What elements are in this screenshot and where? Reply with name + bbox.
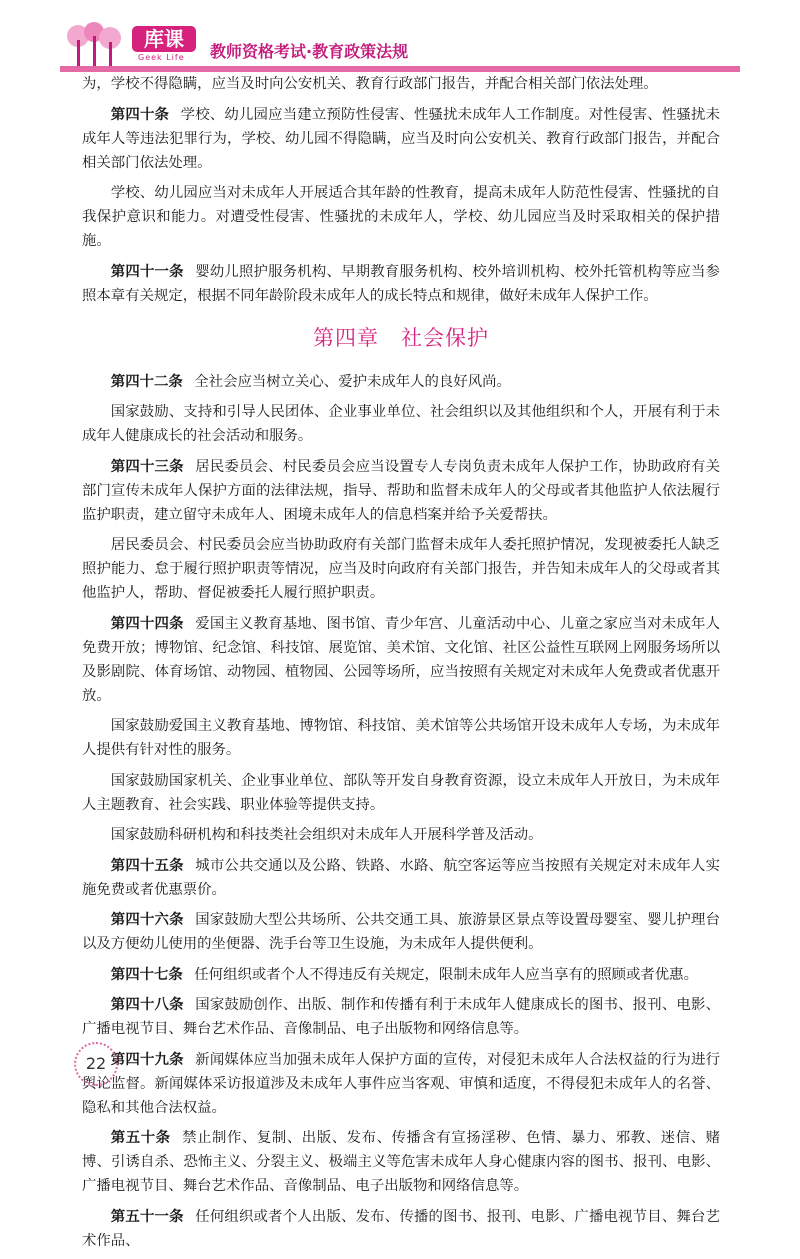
- article-text: 城市公共交通以及公路、铁路、水路、航空客运等应当按照有关规定对未成年人实施免费或者优惠票价。: [82, 857, 720, 898]
- logo-subtitle: Geek Life: [138, 53, 185, 62]
- article-51: [82, 1205, 720, 1253]
- tree-logo-icon: [60, 22, 130, 72]
- article-number: 第四十六条: [110, 912, 184, 928]
- article-number: 第四十四条: [110, 615, 184, 632]
- article-text: 国家鼓励大型公共场所、公共交通工具、旅游景区景点等设置母婴室、婴儿护理台以及方便幼儿使用的坐便器、洗手台等卫生设施，为未成年人提供便利。: [82, 912, 720, 952]
- logo-badge: 库课: [132, 26, 196, 52]
- article-45: [82, 854, 720, 902]
- article-number: 第四十一条: [110, 263, 184, 280]
- article-text: 全社会应当树立关心、爱护未成年人的良好风尚。: [194, 373, 511, 390]
- article-number: 第四十九条: [110, 1051, 184, 1068]
- article-text: 爱国主义教育基地、图书馆、青少年宫、儿童活动中心、儿童之家应当对未成年人免费开放；博物馆、纪念馆、科技馆、展览馆、美术馆、文化馆、社区公益性互联网上网服务场所以及影剧院、体育场馆、动物园、植物园、公园等场所，应当按照有关规定对未成年人免费或者优惠开放。: [82, 615, 720, 704]
- article-number: 第四十二条: [110, 373, 183, 390]
- article-text: 新闻媒体应当加强未成年人保护方面的宣传，对侵犯未成年人合法权益的行为进行舆论监督。新闻媒体采访报道涉及未成年人事件应当客观、审慎和适度，不得侵犯未成年人的名誉、隐私和其他合法权益。: [82, 1051, 720, 1116]
- article-text: 学校、幼儿园应当建立预防性侵害、性骚扰未成年人工作制度。对性侵害、性骚扰未成年人等违法犯罪行为，学校、幼儿园不得隐瞒，应当及时向公安机关、教育行政部门报告，并配合相关部门依法处理。: [82, 106, 720, 171]
- article-40: [82, 103, 720, 175]
- article-number: 第四十八条: [110, 997, 184, 1013]
- chapter-title: 第四章 社会保护: [313, 325, 489, 350]
- article-41: [82, 260, 720, 308]
- article-42: [82, 370, 720, 394]
- header-title: 教师资格考试·教育政策法规: [210, 42, 409, 61]
- paragraph: 居民委员会、村民委员会应当协助政府有关部门监督未成年人委托照护情况，发现被委托人缺乏照护能力、怠于履行照护职责等情况，应当及时向政府有关部门报告，并告知未成年人的父母或者其他监护人，帮助、督促被委托人履行照护职责。: [82, 537, 720, 601]
- article-43: [82, 455, 720, 527]
- paragraph: 国家鼓励科研机构和科技类社会组织对未成年人开展科学普及活动。: [110, 827, 543, 843]
- article-number: 第五十一条: [110, 1208, 184, 1225]
- article-text: 居民委员会、村民委员会应当设置专人专岗负责未成年人保护工作，协助政府有关部门宣传未成年人保护方面的法律法规，指导、帮助和监督未成年人的父母或者其他监护人依法履行监护职责，建立留守未成年人、困境未成年人的信息档案并给予关爱帮扶。: [82, 458, 720, 523]
- article-46: [82, 908, 720, 956]
- article-number: 第五十条: [110, 1130, 171, 1146]
- article-text: 任何组织或者个人不得违反有关规定，限制未成年人应当享有的照顾或者优惠。: [194, 966, 698, 983]
- page-header: [0, 0, 800, 80]
- paragraph: 为，学校不得隐瞒，应当及时向公安机关、教育行政部门报告，并配合相关部门依法处理。: [82, 76, 658, 92]
- paragraph: 国家鼓励、支持和引导人民团体、企业事业单位、社会组织以及其他组织和个人，开展有利于未成年人健康成长的社会活动和服务。: [82, 404, 720, 444]
- article-number: 第四十七条: [110, 966, 183, 983]
- article-number: 第四十三条: [110, 458, 184, 475]
- article-49: [82, 1048, 720, 1120]
- article-50: [82, 1126, 720, 1198]
- article-47: [82, 963, 720, 987]
- article-text: 婴幼儿照护服务机构、早期教育服务机构、校外培训机构、校外托管机构等应当参照本章有关规定，根据不同年龄阶段未成年人的成长特点和规律，做好未成年人保护工作。: [82, 263, 720, 304]
- article-text: 任何组织或者个人出版、发布、传播的图书、报刊、电影、广播电视节目、舞台艺术作品、: [82, 1208, 720, 1249]
- article-number: 第四十五条: [110, 857, 184, 874]
- paragraph: 国家鼓励爱国主义教育基地、博物馆、科技馆、美术馆等公共场馆开设未成年人专场，为未成年人提供有针对性的服务。: [82, 718, 720, 758]
- article-48: [82, 993, 720, 1041]
- document-body: [82, 72, 720, 1259]
- article-number: 第四十条: [110, 106, 170, 123]
- page-number: 22: [74, 1042, 118, 1086]
- paragraph: 学校、幼儿园应当对未成年人开展适合其年龄的性教育，提高未成年人防范性侵害、性骚扰的自我保护意识和能力。对遭受性侵害、性骚扰的未成年人，学校、幼儿园应当及时采取相关的保护措施。: [82, 185, 720, 249]
- article-44: [82, 612, 720, 708]
- article-text: 禁止制作、复制、出版、发布、传播含有宣扬淫秽、色情、暴力、邪教、迷信、赌博、引诱自杀、恐怖主义、分裂主义、极端主义等危害未成年人身心健康内容的图书、报刊、电影、广播电视节目、舞台艺术作品、音像制品、电子出版物和网络信息等。: [82, 1130, 720, 1194]
- paragraph: 国家鼓励国家机关、企业事业单位、部队等开发自身教育资源，设立未成年人开放日，为未成年人主题教育、社会实践、职业体验等提供支持。: [82, 772, 720, 813]
- article-text: 国家鼓励创作、出版、制作和传播有利于未成年人健康成长的图书、报刊、电影、广播电视节目、舞台艺术作品、音像制品、电子出版物和网络信息等。: [82, 997, 720, 1037]
